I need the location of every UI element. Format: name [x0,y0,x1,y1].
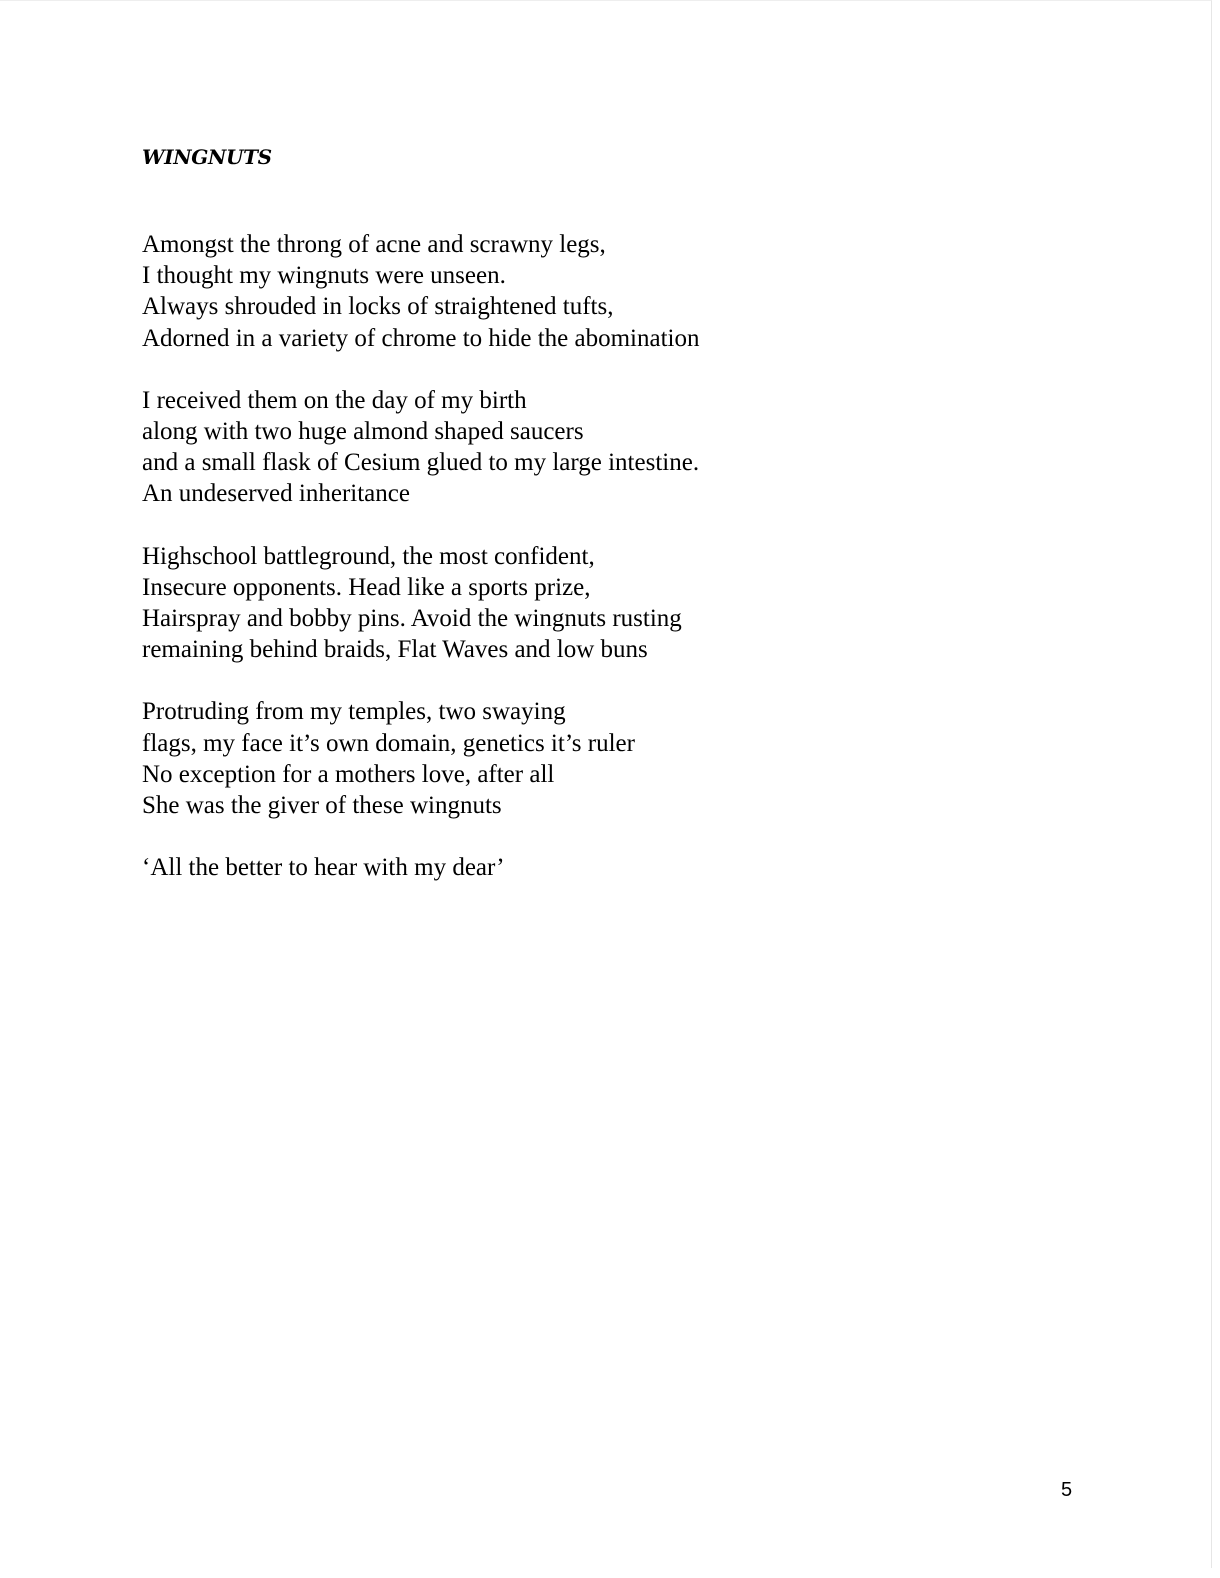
poem-body [142,229,842,914]
poem-line: Adorned in a variety of chrome to hide the abomination [142,324,700,352]
poem-line: Amongst the throng of acne and scrawny legs, [142,231,606,258]
poem-title: WINGNUTS [142,145,272,169]
stanza-1 [142,229,842,354]
poem-line: and a small flask of Cesium glued to my large intestine. [142,449,700,477]
poem-line: Insecure opponents. Head like a sports prize, [142,573,591,601]
poem-line: remaining behind braids, Flat Waves and low buns [142,636,648,664]
poem-line: Always shrouded in locks of straightened tufts, [142,293,614,321]
poem-line: ‘All the better to hear with my dear’ [142,854,505,882]
poem-line: Hairspray and bobby pins. Avoid the wingnuts rusting [142,605,682,633]
poem-line: She was the giver of these wingnuts [142,792,502,820]
stanza-5 [142,852,842,883]
stanza-4 [142,696,842,821]
stanza-3 [142,541,842,666]
poem-line: I thought my wingnuts were unseen. [142,262,506,290]
poem-line: No exception for a mothers love, after all [142,760,555,788]
poem-line: I received them on the day of my birth [142,386,527,414]
poem-line: An undeserved inheritance [142,480,410,508]
poem-line: Protruding from my temples, two swaying [142,698,566,726]
poem-line: flags, my face it’s own domain, genetics it’s ruler [142,729,635,757]
poem-line: along with two huge almond shaped saucers [142,418,584,446]
stanza-2 [142,385,842,510]
poem-line: Highschool battleground, the most confident, [142,542,595,570]
page-number: 5 [1061,1479,1073,1501]
